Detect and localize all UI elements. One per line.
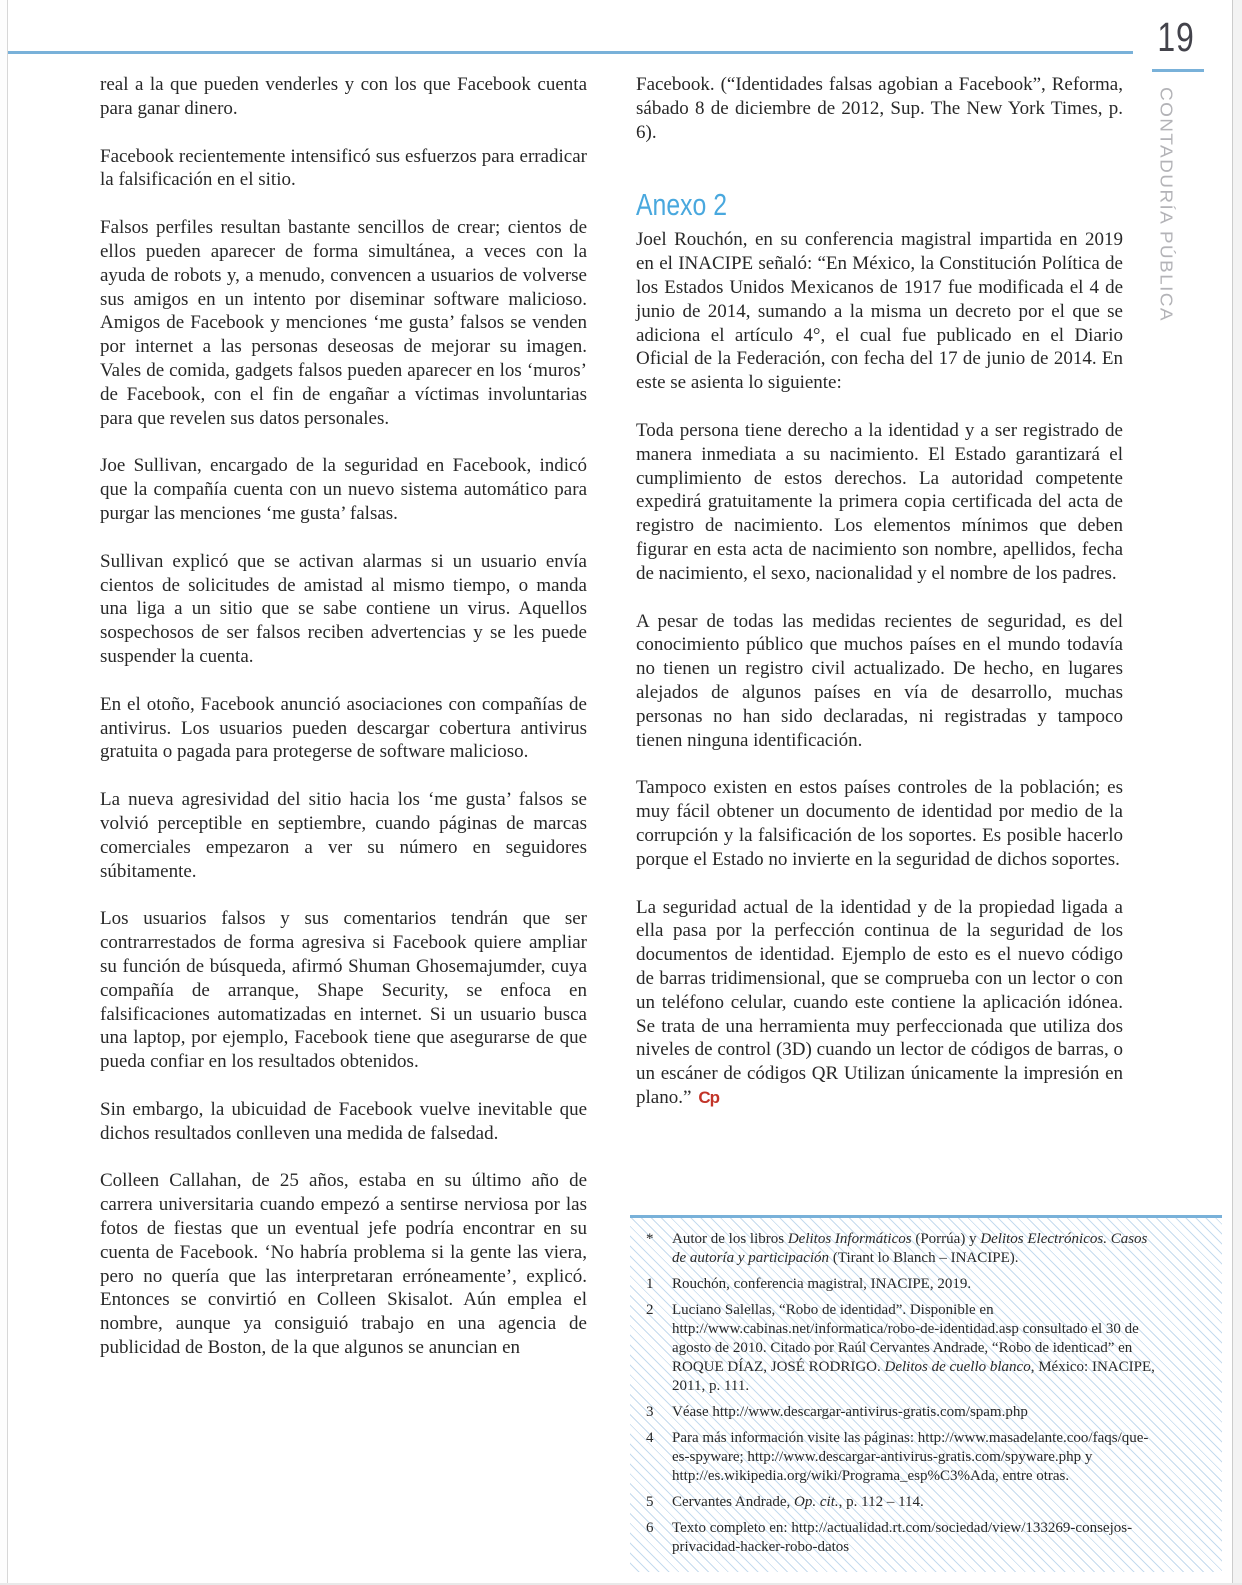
right-gutter bbox=[1233, 0, 1242, 1585]
page-left-edge-line bbox=[7, 0, 8, 1585]
paragraph: A pesar de todas las medidas recientes de seguridad, es del conocimiento público que muchos países en el mundo todavía no tienen un registro civil actualizado. De hecho, en lugares alejados de algunos países en vía de desarrollo, muchas personas no han sido declaradas, ni registradas y tampoco tienen ninguna identificación. bbox=[636, 610, 1123, 751]
paragraph: Los usuarios falsos y sus comentarios tendrán que ser contrarrestados de forma agresiva si Facebook quiere ampliar su función de búsqueda, afirmó Shuman Ghosemajumder, cuya compañía de arranque, Shape Security, se enfoca en falsificaciones automatizadas en internet. Si un usuario busca una laptop, por ejemplo, Facebook tiene que asegurarse de que pueda confiar en los resultados obtenidos. bbox=[100, 908, 587, 1073]
paragraph: Falsos perfiles resultan bastante sencillos de crear; cientos de ellos pueden aparecer de forma simultánea, a veces con la ayuda de robots y, a menudo, convencen a usuarios de volverse sus amigos en un intento por diseminar software malicioso. Amigos de Facebook y menciones ‘me gusta’ falsos se venden por internet a las personas deseosas de mejorar su imagen. Vales de comida, gadgets falsos pueden aparecer en los ‘muros’ de Facebook, con el fin de engañar a víctimas involuntarias para que revelen sus datos personales. bbox=[100, 217, 587, 429]
header-rule bbox=[8, 51, 1133, 54]
footnote-text: Luciano Salellas, “Robo de identidad”. Disponible en http://www.cabinas.net/informatica/robo-de-identidad.asp consultado el 30 de agosto de 2010. Citado por Raúl Cervantes Andrade, “Robo de identicad” en ROQUE DÍAZ, JOSÉ RODRIGO. Delitos de cuello blanco, México: INACIPE, 2011, p. 111. bbox=[672, 1302, 1155, 1394]
footnote-item bbox=[630, 1403, 1222, 1422]
footnote-marker: 2 bbox=[646, 1302, 654, 1318]
paragraph: La seguridad actual de la identidad y de la propiedad ligada a ella pasa por la perfección continua de la seguridad de los documentos de identidad. Ejemplo de esto es el nuevo código de barras tridimensional, que se comprueba con un lector o con un teléfono celular, cuando este contiene la aplicación idónea. Se trata de una herramienta muy perfeccionada que utiliza dos niveles de control (3D) cuando un lector de códigos de barras, o un escáner de códigos QR Utilizan únicamente la impresión en plano.” Cp bbox=[636, 896, 1123, 1108]
footnote-text: Texto completo en: http://actualidad.rt.com/sociedad/view/133269-consejos-privacidad-hacker-robo-datos bbox=[672, 1520, 1133, 1555]
page-number: 19 bbox=[1157, 14, 1195, 60]
paragraph: Joe Sullivan, encargado de la seguridad en Facebook, indicó que la compañía cuenta con un nuevo sistema automático para purgar las menciones ‘me gusta’ falsas. bbox=[100, 455, 587, 524]
footnote-text: Véase http://www.descargar-antivirus-gratis.com/spam.php bbox=[672, 1404, 1028, 1420]
paragraph: En el otoño, Facebook anunció asociaciones con compañías de antivirus. Los usuarios pueden descargar cobertura antivirus gratuita o pagada para protegerse de software malicioso. bbox=[100, 693, 587, 763]
paragraph: Facebook. (“Identidades falsas agobian a Facebook”, Reforma, sábado 8 de diciembre de 2012, Sup. The New York Times, p. 6). bbox=[636, 74, 1123, 143]
paragraph: Sullivan explicó que se activan alarmas si un usuario envía cientos de solicitudes de amistad al mismo tiempo, o manda una liga a un sitio que se sabe contiene un virus. Aquellos sospechosos de ser falsos reciben advertencias y se les puede suspender la cuenta. bbox=[100, 550, 587, 667]
paragraph: Toda persona tiene derecho a la identidad y a ser registrado de manera inmediata a su nacimiento. El Estado garantizará el cumplimiento de estos derechos. La autoridad competente expedirá gratuitamente la primera copia certificada del acta de registro de nacimiento. Los elementos mínimos que deben figurar en esta acta de nacimiento son nombre, apellidos, fecha de nacimiento, el sexo, nacionalidad y el nombre de los padres. bbox=[636, 419, 1123, 584]
paragraph: Joel Rouchón, en su conferencia magistral impartida en 2019 en el INACIPE señaló: “En México, la Constitución Política de los Estados Unidos Mexicanos de 1917 fue modificada el 4 de junio de 2014, sumando a la misma un decreto por el que se adiciona el artículo 4°, el cual fue publicado en el Diario Oficial de la Federación, con fecha del 17 de junio de 2014. En este se asienta lo siguiente: bbox=[636, 229, 1123, 394]
footnote-text: Rouchón, conferencia magistral, INACIPE, 2019. bbox=[672, 1276, 972, 1292]
footnote-item bbox=[630, 1301, 1222, 1396]
page-number-rule bbox=[1152, 69, 1204, 72]
footnote-marker: * bbox=[646, 1231, 654, 1247]
footnote-item bbox=[630, 1230, 1222, 1268]
footnote-item bbox=[630, 1429, 1222, 1486]
footnote-text: Para más información visite las páginas: http://www.masadelante.coo/faqs/que-es-spyware; http://www.descargar-antivirus-gratis.com/spyware.php y http://es.wikipedia.org/wiki/Programa_esp%C3%Ada, entre otras. bbox=[672, 1430, 1149, 1484]
footnote-text: Autor de los libros Delitos Informáticos (Porrúa) y Delitos Electrónicos. Casos de autoría y participación (Tirant lo Blanch – INACIPE). bbox=[672, 1231, 1148, 1266]
footnote-text: Cervantes Andrade, Op. cit., p. 112 – 114. bbox=[672, 1494, 924, 1510]
paragraph: real a la que pueden venderles y con los que Facebook cuenta para ganar dinero. bbox=[100, 74, 587, 119]
right-text-column bbox=[636, 73, 1123, 1134]
footnote-marker: 5 bbox=[646, 1494, 654, 1510]
paragraph: Facebook recientemente intensificó sus esfuerzos para erradicar la falsificación en el sitio. bbox=[100, 145, 587, 191]
footnote-item bbox=[630, 1493, 1222, 1512]
footnote-item bbox=[630, 1275, 1222, 1294]
paragraph: Tampoco existen en estos países controles de la población; es muy fácil obtener un documento de identidad por medio de la corrupción y la falsificación de los soportes. Es posible hacerlo porque el Estado no invierte en la seguridad de dichos soportes. bbox=[636, 777, 1123, 870]
footnote-marker: 6 bbox=[646, 1520, 654, 1536]
paragraph: Sin embargo, la ubicuidad de Facebook vuelve inevitable que dichos resultados conlleven una medida de falsedad. bbox=[100, 1098, 587, 1144]
footnotes-hatched-area bbox=[630, 1218, 1222, 1572]
paragraph: La nueva agresividad del sitio hacia los ‘me gusta’ falsos se volvió perceptible en septiembre, cuando páginas de marcas comerciales empezaron a ver su número en seguidores súbitamente. bbox=[100, 789, 587, 882]
cp-end-mark: Cp bbox=[698, 1087, 720, 1107]
anexo-2-heading: Anexo 2 bbox=[636, 187, 728, 223]
footnote-marker: 1 bbox=[646, 1276, 654, 1292]
paragraph: Colleen Callahan, de 25 años, estaba en su último año de carrera universitaria cuando empezó a sentirse nerviosa por las fotos de fiestas que un eventual jefe podría encontrar en su cuenta de Facebook. ‘No habría problema si la gente las viera, pero no quería que las interpretaran erróneamente’, explicó. Entonces se convirtió en Colleen Skisalot. Aún emplea el nombre, aunque ya consiguió trabajo en una agencia de publicidad de Boston, de la que algunos se anuncian en bbox=[100, 1170, 587, 1359]
footnote-marker: 3 bbox=[646, 1404, 654, 1420]
footnote-marker: 4 bbox=[646, 1430, 654, 1446]
footnote-item bbox=[630, 1519, 1222, 1557]
anexo-2-body bbox=[636, 228, 1123, 1109]
left-text-column bbox=[100, 73, 587, 1384]
magazine-vertical-title: CONTADURÍA PÚBLICA bbox=[1155, 87, 1176, 322]
footnotes-section bbox=[630, 1215, 1222, 1572]
